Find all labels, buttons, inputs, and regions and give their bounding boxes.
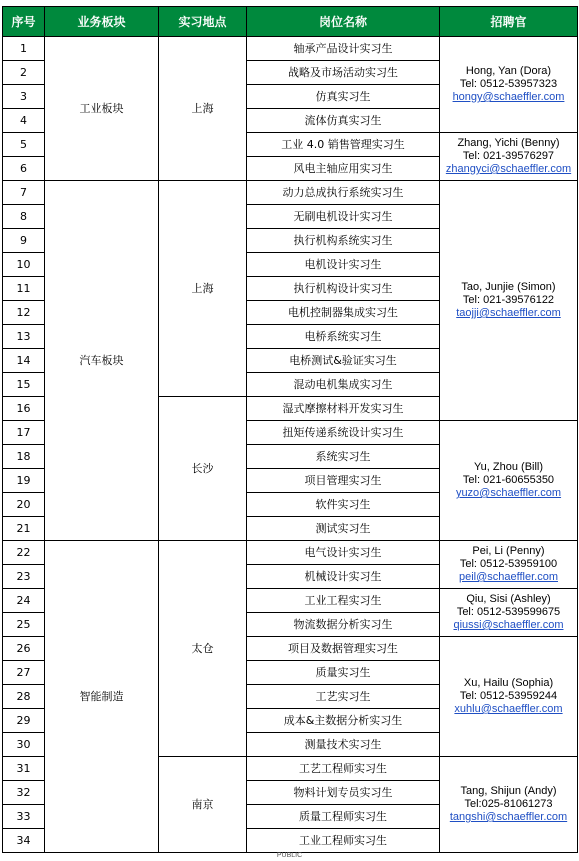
position-cell: 物流数据分析实习生 — [247, 613, 440, 637]
row-number: 25 — [3, 613, 45, 637]
position-cell: 电机设计实习生 — [247, 253, 440, 277]
position-cell: 工业工程师实习生 — [247, 829, 440, 853]
row-number: 18 — [3, 445, 45, 469]
row-number: 5 — [3, 133, 45, 157]
location-cell: 上海 — [159, 37, 247, 181]
recruiter-name: Tao, Junjie (Simon) — [461, 281, 556, 293]
position-cell: 机械设计实习生 — [247, 565, 440, 589]
recruiter-email-link[interactable]: qiussi@schaeffler.com — [453, 619, 564, 631]
row-number: 28 — [3, 685, 45, 709]
position-cell: 流体仿真实习生 — [247, 109, 440, 133]
segment-cell: 汽车板块 — [45, 181, 159, 541]
position-cell: 风电主轴应用实习生 — [247, 157, 440, 181]
classification-footer: PUBLIC — [276, 852, 303, 859]
header-segment: 业务板块 — [45, 7, 159, 37]
recruiter-cell — [440, 541, 578, 589]
internship-table — [2, 6, 578, 853]
recruiter-cell — [440, 37, 578, 133]
position-cell: 轴承产品设计实习生 — [247, 37, 440, 61]
recruiter-email-link[interactable]: peil@schaeffler.com — [458, 571, 558, 583]
row-number: 17 — [3, 421, 45, 445]
position-cell: 混动电机集成实习生 — [247, 373, 440, 397]
row-number: 22 — [3, 541, 45, 565]
row-number: 30 — [3, 733, 45, 757]
recruiter-email-link[interactable]: yuzo@schaeffler.com — [455, 487, 562, 499]
row-number: 9 — [3, 229, 45, 253]
recruiter-tel: Tel: 0512-53959244 — [459, 690, 558, 702]
row-number: 27 — [3, 661, 45, 685]
row-number: 19 — [3, 469, 45, 493]
position-cell: 工业工程实习生 — [247, 589, 440, 613]
row-number: 12 — [3, 301, 45, 325]
position-cell: 动力总成执行系统实习生 — [247, 181, 440, 205]
position-cell: 测量技术实习生 — [247, 733, 440, 757]
row-number: 8 — [3, 205, 45, 229]
position-cell: 系统实习生 — [247, 445, 440, 469]
position-cell: 项目及数据管理实习生 — [247, 637, 440, 661]
table-row — [3, 181, 578, 205]
recruiter-cell — [440, 421, 578, 541]
recruiter-tel: Tel: 0512-53959100 — [459, 558, 558, 570]
row-number: 13 — [3, 325, 45, 349]
position-cell: 测试实习生 — [247, 517, 440, 541]
header-row — [3, 7, 578, 37]
row-number: 21 — [3, 517, 45, 541]
row-number: 23 — [3, 565, 45, 589]
recruiter-cell — [440, 637, 578, 757]
row-number: 24 — [3, 589, 45, 613]
row-number: 26 — [3, 637, 45, 661]
recruiter-email-link[interactable]: taojji@schaeffler.com — [456, 307, 561, 319]
row-number: 20 — [3, 493, 45, 517]
table-row — [3, 37, 578, 61]
header-location: 实习地点 — [159, 7, 247, 37]
header-recruiter: 招聘官 — [440, 7, 578, 37]
row-number: 10 — [3, 253, 45, 277]
row-number: 3 — [3, 85, 45, 109]
recruiter-cell — [440, 589, 578, 637]
row-number: 32 — [3, 781, 45, 805]
position-cell: 电机控制器集成实习生 — [247, 301, 440, 325]
segment-cell: 工业板块 — [45, 37, 159, 181]
recruiter-email-link[interactable]: xuhlu@schaeffler.com — [454, 703, 563, 715]
position-cell: 工艺工程师实习生 — [247, 757, 440, 781]
row-number: 33 — [3, 805, 45, 829]
recruiter-name: Xu, Hailu (Sophia) — [463, 677, 554, 689]
recruiter-cell — [440, 133, 578, 181]
recruiter-tel: Tel: 0512-539599675 — [456, 606, 561, 618]
row-number: 15 — [3, 373, 45, 397]
recruiter-name: Hong, Yan (Dora) — [465, 65, 552, 77]
row-number: 4 — [3, 109, 45, 133]
position-cell: 扭矩传递系统设计实习生 — [247, 421, 440, 445]
row-number: 14 — [3, 349, 45, 373]
position-cell: 执行机构设计实习生 — [247, 277, 440, 301]
position-cell: 电桥测试&验证实习生 — [247, 349, 440, 373]
row-number: 34 — [3, 829, 45, 853]
recruiter-name: Qiu, Sisi (Ashley) — [466, 593, 551, 605]
recruiter-name: Zhang, Yichi (Benny) — [457, 137, 560, 149]
recruiter-email-link[interactable]: tangshi@schaeffler.com — [449, 811, 568, 823]
segment-cell: 智能制造 — [45, 541, 159, 853]
recruiter-email-link[interactable]: hongy@schaeffler.com — [452, 91, 565, 103]
position-cell: 电桥系统实习生 — [247, 325, 440, 349]
location-cell: 太仓 — [159, 541, 247, 757]
row-number: 2 — [3, 61, 45, 85]
position-cell: 软件实习生 — [247, 493, 440, 517]
table-row — [3, 541, 578, 565]
position-cell: 质量工程师实习生 — [247, 805, 440, 829]
position-cell: 成本&主数据分析实习生 — [247, 709, 440, 733]
recruiter-name: Pei, Li (Penny) — [472, 545, 545, 557]
recruiter-tel: Tel: 021-39576122 — [462, 294, 555, 306]
header-position: 岗位名称 — [247, 7, 440, 37]
position-cell: 电气设计实习生 — [247, 541, 440, 565]
recruiter-cell — [440, 757, 578, 853]
recruiter-cell — [440, 181, 578, 421]
position-cell: 工艺实习生 — [247, 685, 440, 709]
position-cell: 项目管理实习生 — [247, 469, 440, 493]
location-cell: 南京 — [159, 757, 247, 853]
row-number: 6 — [3, 157, 45, 181]
position-cell: 物料计划专员实习生 — [247, 781, 440, 805]
position-cell: 质量实习生 — [247, 661, 440, 685]
header-index: 序号 — [3, 7, 45, 37]
position-cell: 工业 4.0 销售管理实习生 — [247, 133, 440, 157]
recruiter-tel: Tel:025-81061273 — [464, 798, 553, 810]
row-number: 1 — [3, 37, 45, 61]
row-number: 31 — [3, 757, 45, 781]
recruiter-name: Tang, Shijun (Andy) — [460, 785, 557, 797]
position-cell: 无刷电机设计实习生 — [247, 205, 440, 229]
position-cell: 战略及市场活动实习生 — [247, 61, 440, 85]
row-number: 11 — [3, 277, 45, 301]
position-cell: 湿式摩擦材料开发实习生 — [247, 397, 440, 421]
position-cell: 执行机构系统实习生 — [247, 229, 440, 253]
row-number: 16 — [3, 397, 45, 421]
location-cell: 上海 — [159, 181, 247, 397]
recruiter-name: Yu, Zhou (Bill) — [473, 461, 544, 473]
recruiter-tel: Tel: 0512-53957323 — [459, 78, 558, 90]
recruiter-email-link[interactable]: zhangyci@schaeffler.com — [445, 163, 572, 175]
recruiter-tel: Tel: 021-39576297 — [462, 150, 555, 162]
location-cell: 长沙 — [159, 397, 247, 541]
recruiter-tel: Tel: 021-60655350 — [462, 474, 555, 486]
row-number: 29 — [3, 709, 45, 733]
position-cell: 仿真实习生 — [247, 85, 440, 109]
row-number: 7 — [3, 181, 45, 205]
